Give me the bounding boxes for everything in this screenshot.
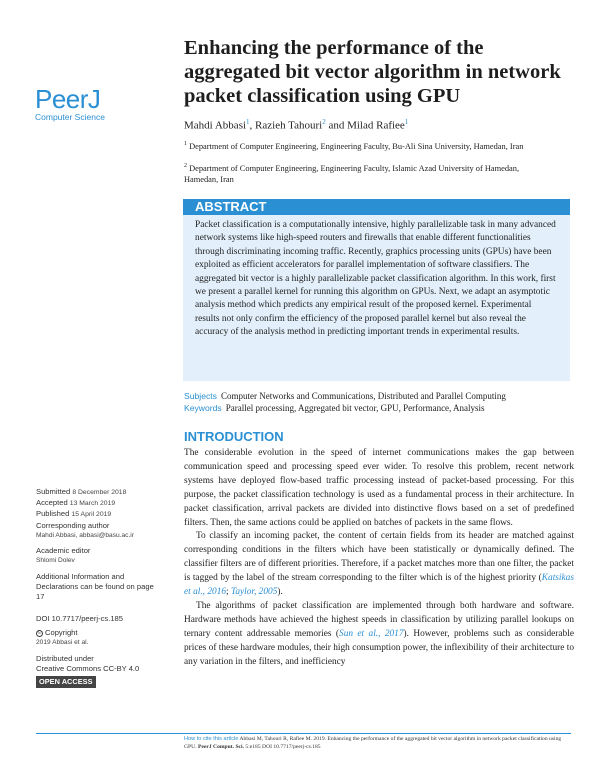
editor-block (36, 546, 176, 566)
affiliation (184, 139, 544, 152)
copyright-holder: 2019 Abbasi et al. (36, 639, 89, 646)
dates-block (36, 487, 176, 520)
author-name[interactable]: Mahdi Abbasi (184, 119, 247, 132)
author-affil-ref: 1 (246, 118, 250, 126)
accepted-date: 13 March 2019 (69, 500, 116, 507)
copyright-icon: © (37, 629, 42, 636)
author-affil-ref: 2 (322, 118, 326, 126)
introduction-heading: INTRODUCTION (184, 429, 284, 444)
copyright-block (36, 628, 176, 648)
keywords-line (184, 402, 485, 414)
affiliation-text: Department of Computer Engineering, Engineering Faculty, Bu-Ali Sina University, Hamedan, Iran (189, 141, 524, 151)
peerj-logo (35, 86, 125, 122)
subjects-label: Subjects (184, 391, 217, 401)
additional-info[interactable]: Additional Information and Declarations can be found on page 17 (36, 572, 154, 601)
subjects-line (184, 390, 506, 402)
corresponding-label: Corresponding author (36, 521, 110, 530)
paragraph-text: The algorithms of packet classification are implemented through both hardware and software. Hardware methods have achieved the highest speeds in classification by utilizing parallel lookups on ternary content addressable memories ( (184, 600, 574, 639)
citation-link[interactable]: Taylor, 2005 (230, 587, 278, 598)
license-label: Distributed under (36, 654, 94, 663)
published-date: 15 April 2019 (71, 511, 112, 518)
copyright-label: Copyright (45, 628, 78, 637)
paragraph: The considerable evolution in the speed of internet communications makes the gap between communication speed and processing speed ever wider. To resolve this problem, recent network systems have deployed flow-based traffic processing instead of packet-based processing. For this purpose, the packet classification technology is used as a fundamental process in their architecture. In packet classification, arrival packets are divided into distinctive flows based on a set of predefined filters. Then, the same actions could be applied on batches of packets in the same flows. (184, 448, 574, 528)
paragraph (184, 530, 574, 600)
license-block (36, 654, 176, 688)
submitted-label: Submitted (36, 487, 71, 496)
citation-separator: ; (226, 587, 231, 598)
license-link[interactable]: Creative Commons CC-BY 4.0 (36, 664, 140, 673)
corresponding-block (36, 521, 176, 541)
citation-link[interactable]: Katsikas et al., 2016 (184, 573, 574, 598)
citation-footer (184, 735, 574, 751)
citation-doi[interactable]: 5:e185 DOI 10.7717/peerj-cs.185 (245, 744, 321, 750)
editor-label: Academic editor (36, 546, 91, 555)
affiliation-number: 1 (184, 141, 187, 147)
citation-label: How to cite this article (184, 736, 239, 742)
corresponding-author[interactable]: Mahdi Abbasi, abbasi@basu.ac.ir (36, 532, 134, 539)
author-affil-ref: 1 (404, 118, 409, 126)
affiliation-text: Department of Computer Engineering, Engineering Faculty, Islamic Azad University of Hamedan, Hamedan, Iran (184, 163, 520, 184)
doi-line (36, 614, 176, 624)
affiliation-number: 2 (184, 163, 187, 169)
introduction-body (184, 447, 574, 670)
accepted-label: Accepted (36, 498, 68, 507)
submitted-date: 8 December 2018 (72, 489, 127, 496)
published-label: Published (36, 509, 70, 518)
open-access-badge: OPEN ACCESS (36, 676, 96, 688)
affiliation (184, 161, 544, 185)
logo-subtitle: Computer Science (35, 112, 105, 122)
doi-label: DOI (36, 614, 50, 623)
article-title: Enhancing the performance of the aggregated bit vector algorithm in network packet classification using GPU (184, 37, 561, 107)
abstract-text: Packet classification is a computationally intensive, highly parallelizable task in many advanced network systems like high-speed routers and firewalls that enable different functionalities through discriminating incoming traffic. Recently, graphics processing units (GPUs) have been exploited as efficient accelerators for parallel implementation of software classifiers. The aggregated bit vector is a highly parallelizable packet classification algorithm. In this work, first we present a parallel kernel for running this algorithm on GPUs. Next, we adapt an asymptotic analysis method which predicts any empirical result of the proposed kernel. Experimental results not only confirm the efficiency of the proposed parallel kernel but also reveal the accuracy of the analysis method in predicting important trends in experimental results. (195, 220, 556, 338)
abstract-heading: ABSTRACT (183, 199, 570, 215)
paragraph (184, 600, 574, 670)
subjects-value[interactable]: Computer Networks and Communications, Distributed and Parallel Computing (220, 391, 506, 401)
keywords-label: Keywords (184, 403, 222, 413)
author-name[interactable]: Razieh Tahouri (255, 119, 323, 132)
citation-link[interactable]: Sun et al., 2017 (339, 628, 404, 639)
doi-link[interactable]: 10.7717/peerj-cs.185 (51, 614, 123, 623)
editor-name: Shlomi Dolev (36, 557, 75, 564)
abstract-box (183, 199, 570, 381)
paragraph-text: ). (277, 587, 283, 598)
logo-name: PeerJ (35, 84, 101, 114)
paragraph-text: To classify an incoming packet, the content of certain fields from its header are matched against corresponding conditions in the filters which have been statistically or dynamically defined. The classifier filters are of different priorities. Therefore, if a packet matches more than one filter, the packet is tagged by the label of the stream corresponding to the filter which is of the highest priority ( (184, 531, 574, 584)
author-name[interactable]: Milad Rafiee (347, 119, 405, 132)
citation-text: Abbasi M, Tahouri R, Rafiee M. 2019. Enhancing the performance of the aggregated bit vector algorithm in network packet classification using GPU. (184, 736, 562, 750)
citation-journal: PeerJ Comput. Sci. (198, 744, 244, 750)
keywords-value: Parallel processing, Aggregated bit vector, GPU, Performance, Analysis (225, 403, 485, 413)
footer-divider (36, 733, 571, 734)
author-list: Mahdi Abbasi$^1$, Razieh Tahouri$^2$ and Milad Rafiee$^1$ (184, 118, 409, 132)
paragraph-text: ). However, problems such as considerable prices of these hardware modules, their high consumption power, the inflexibility of their architecture to any variation in the filters, and inefficiency (184, 628, 574, 667)
